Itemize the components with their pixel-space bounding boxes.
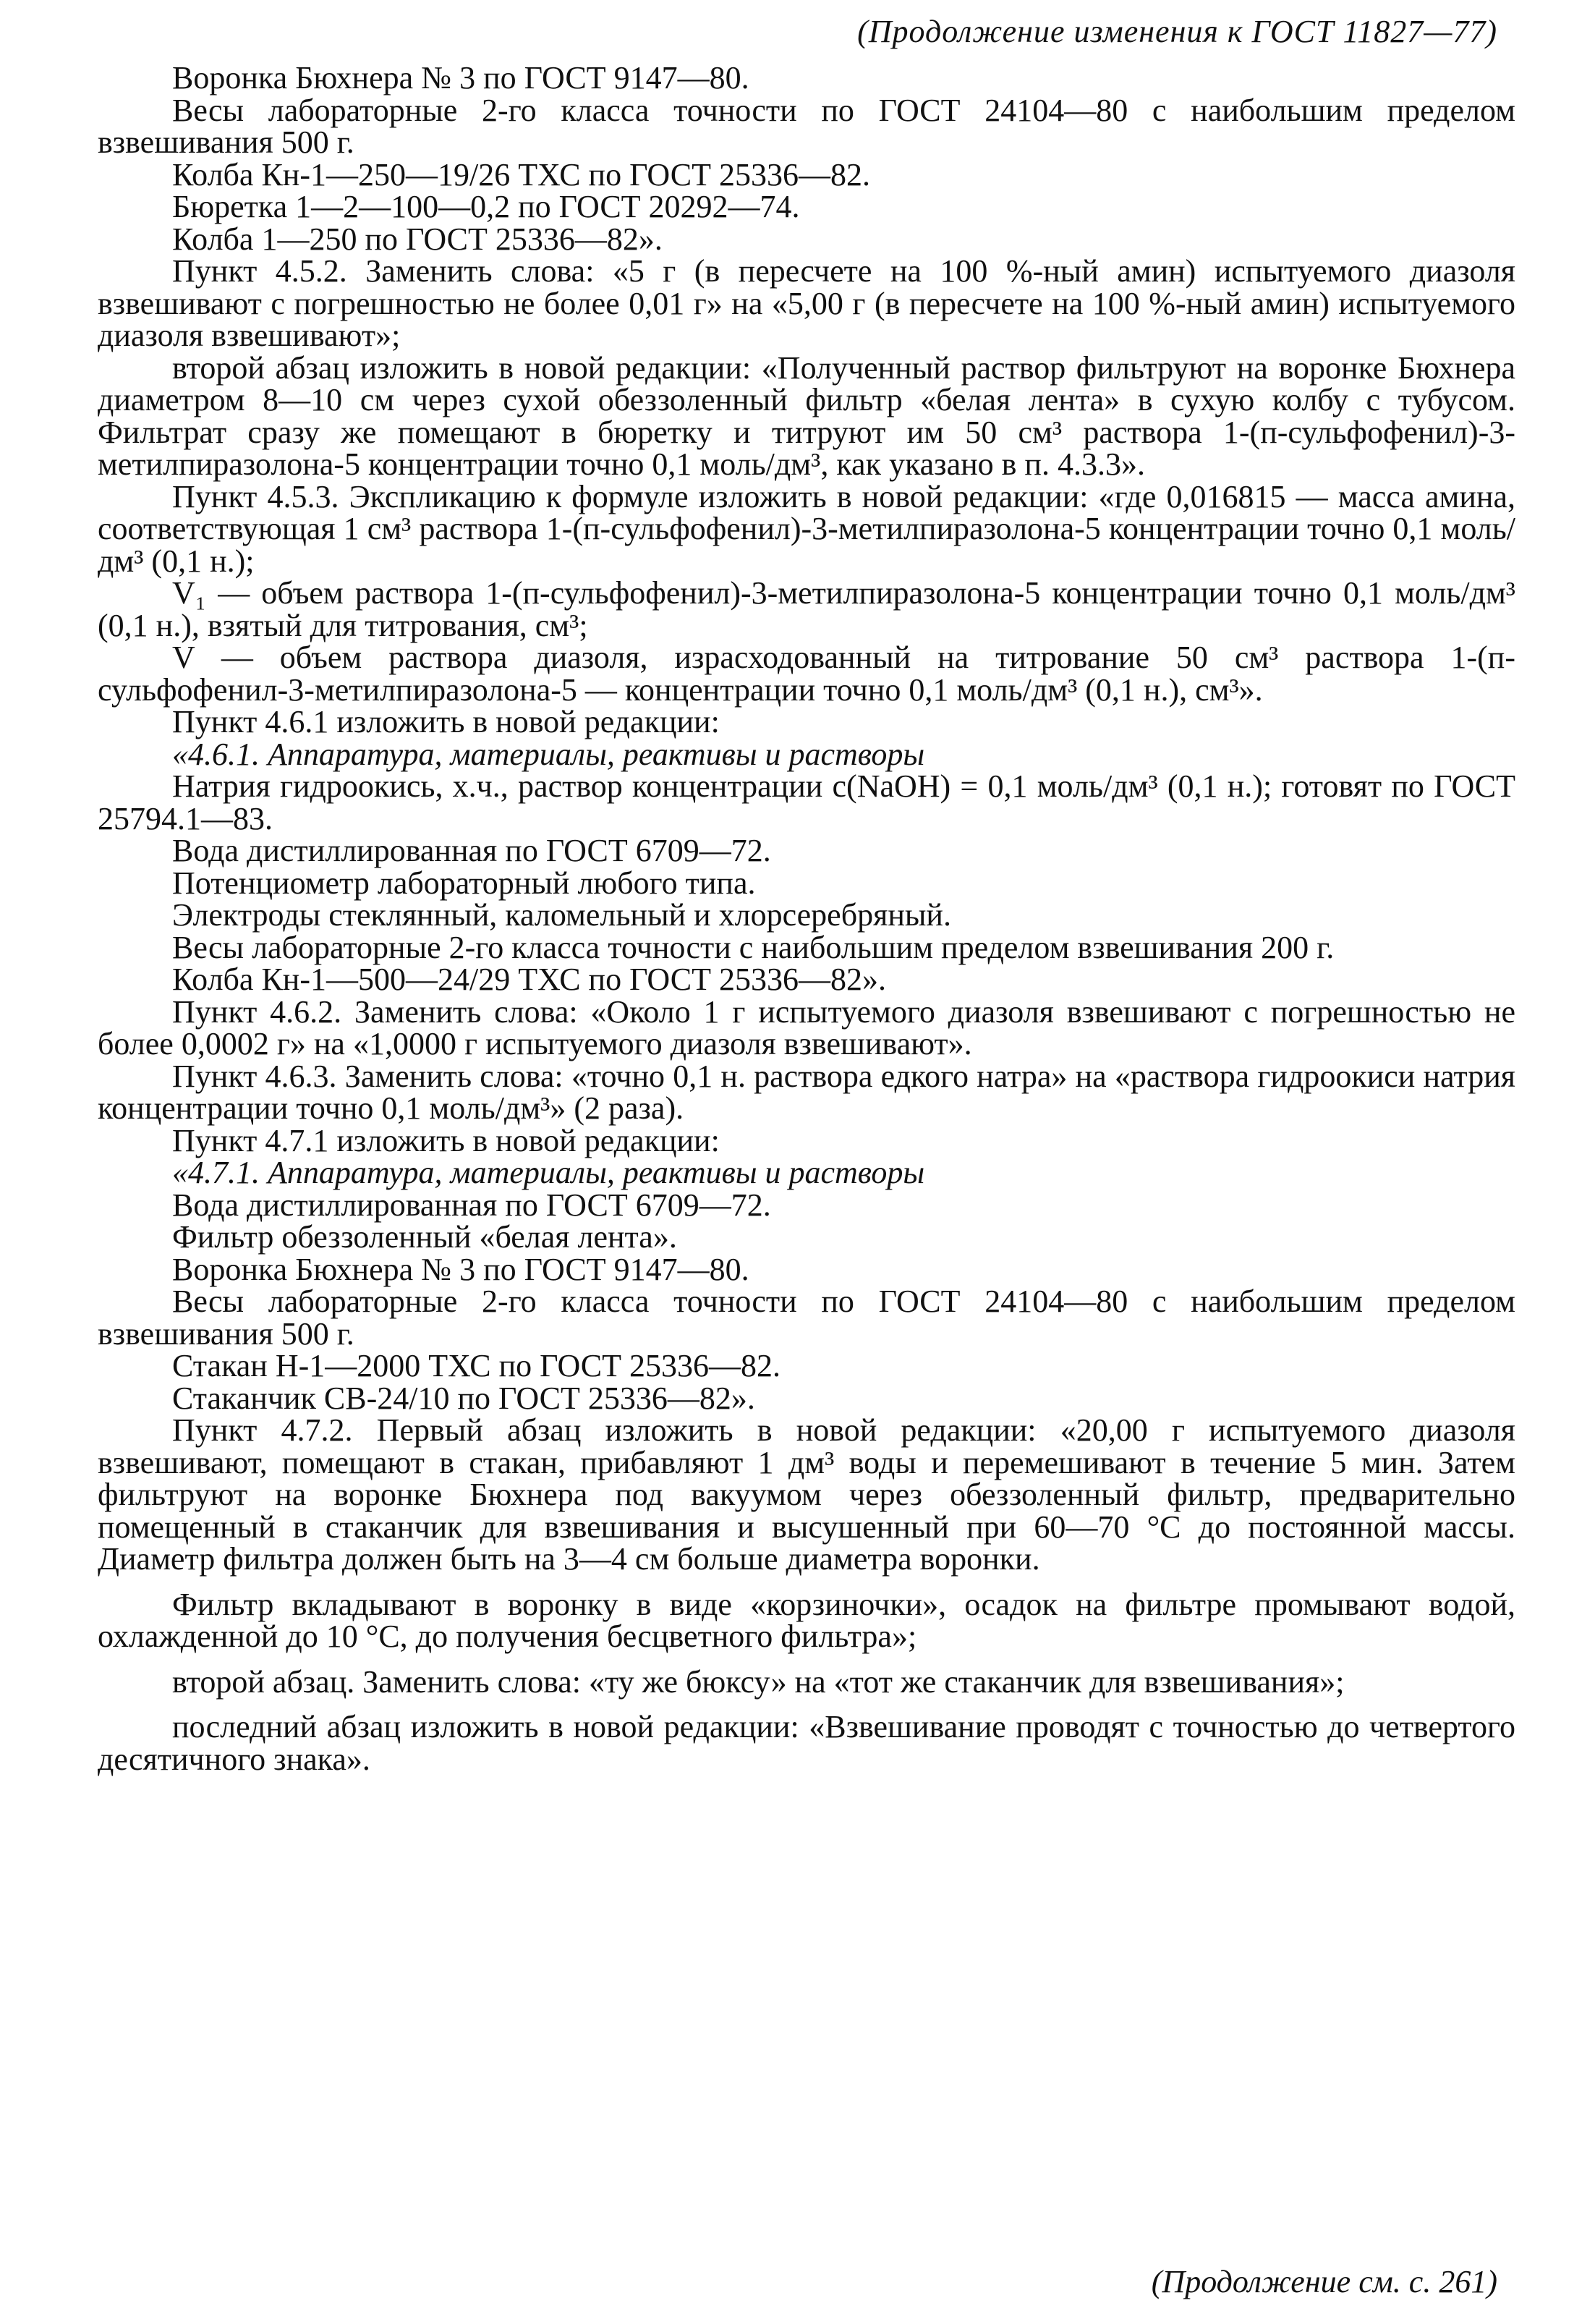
paragraph-17: Весы лабораторные 2-го класса точности с наибольшим пределом взвешивания 200 г. <box>172 929 1335 965</box>
page-footer-continuation: (Продолжение см. с. 261) <box>1151 2264 1497 2299</box>
paragraph-14: Вода дистиллированная по ГОСТ 6709—72. <box>172 833 771 868</box>
paragraph-13: Натрия гидроокись, х.ч., раствор концентрации c(NaOH) = 0,1 моль/дм³ (0,1 н.); готовят по ГОСТ 25794.1—83. <box>98 768 1515 836</box>
section-heading-4-6-1: «4.6.1. Аппаратура, материалы, реактивы и растворы <box>172 736 925 772</box>
paragraph-1: Воронка Бюхнера № 3 по ГОСТ 9147—80. <box>172 60 749 96</box>
paragraph-26: Весы лабораторные 2-го класса точности по ГОСТ 24104—80 с наибольшим пределом взвешивания 500 г. <box>98 1284 1515 1352</box>
paragraph-8: Пункт 4.5.3. Экспликацию к формуле изложить в новой редакции: «где 0,016815 — масса амина, соответствующая 1 см³ раствора 1-(п-сульфофенил)-3-метилпиразолона-5 концентрации точно 0,1 моль/дм³ (0,1 н.); <box>98 478 1515 579</box>
section-heading-4-7-1: «4.7.1. Аппаратура, материалы, реактивы и растворы <box>172 1155 925 1190</box>
paragraph-20: Пункт 4.6.3. Заменить слова: «точно 0,1 н. раствора едкого натра» на «раствора гидроокиси натрия концентрации точно 0,1 моль/дм³» (2 раза). <box>98 1058 1515 1126</box>
paragraph-30: Фильтр вкладывают в воронку в виде «корзиночки», осадок на фильтре промывают водой, охлажденной до 10 °С, до получения бесцветного фильтра»; <box>98 1586 1515 1654</box>
paragraph-6: Пункт 4.5.2. Заменить слова: «5 г (в пересчете на 100 %-ный амин) испытуемого диазоля взвешивают с погрешностью не более 0,01 г» на «5,00 г (в пересчете на 100 %-ный амин) испытуемого диазоля взвешивают»; <box>98 253 1515 353</box>
paragraph-5: Колба 1—250 по ГОСТ 25336—82». <box>172 221 663 257</box>
paragraph-10: V — объем раствора диазоля, израсходованный на титрование 50 см³ раствора 1-(п-сульфофенил-3-метилпиразолона-5 — концентрации точно 0,1 моль/дм³ (0,1 н.), см³». <box>98 640 1515 708</box>
paragraph-2: Весы лабораторные 2-го класса точности по ГОСТ 24104—80 с наибольшим пределом взвешивания 500 г. <box>98 92 1515 160</box>
paragraph-11: Пункт 4.6.1 изложить в новой редакции: <box>172 704 720 739</box>
paragraph-29: Пункт 4.7.2. Первый абзац изложить в новой редакции: «20,00 г испытуемого диазоля взвешивают, помещают в стакан, прибавляют 1 дм³ воды и перемешивают в течение 5 мин. Затем фильтруют на воронке Бюхнера под вакуумом через обеззоленный фильтр, предварительно помещенный в стаканчик для взвешивания и высушенный при 60—70 °С до постоянной массы. Диаметр фильтра должен быть на 3—4 см больше диаметра воронки. <box>98 1412 1515 1577</box>
paragraph-4: Бюретка 1—2—100—0,2 по ГОСТ 20292—74. <box>172 189 800 224</box>
paragraph-19: Пункт 4.6.2. Заменить слова: «Около 1 г испытуемого диазоля взвешивают с погрешностью не более 0,0002 г» на «1,0000 г испытуемого диазоля взвешивают». <box>98 993 1515 1061</box>
document-body <box>98 62 1515 1776</box>
paragraph-27: Стакан Н-1—2000 ТХС по ГОСТ 25336—82. <box>172 1348 781 1383</box>
paragraph-32: последний абзац изложить в новой редакции: «Взвешивание проводят с точностью до четвертого десятичного знака». <box>98 1709 1515 1777</box>
paragraph-18: Колба Кн-1—500—24/29 ТХС по ГОСТ 25336—82». <box>172 962 886 997</box>
paragraph-25: Воронка Бюхнера № 3 по ГОСТ 9147—80. <box>172 1251 749 1287</box>
paragraph-9: V₁ — объем раствора 1-(п-сульфофенил)-3-метилпиразолона-5 концентрации точно 0,1 моль/дм³ (0,1 н.), взятый для титрования, см³; <box>98 575 1515 643</box>
page-header-continuation: (Продолжение изменения к ГОСТ 11827—77) <box>857 14 1497 49</box>
paragraph-28: Стаканчик СВ-24/10 по ГОСТ 25336—82». <box>172 1380 755 1416</box>
paragraph-31: второй абзац. Заменить слова: «ту же бюксу» на «тот же стаканчик для взвешивания»; <box>172 1663 1345 1700</box>
paragraph-3: Колба Кн-1—250—19/26 ТХС по ГОСТ 25336—82. <box>172 156 870 192</box>
paragraph-24: Фильтр обеззоленный «белая лента». <box>172 1219 677 1255</box>
paragraph-15: Потенциометр лабораторный любого типа. <box>172 865 756 901</box>
paragraph-16: Электроды стеклянный, каломельный и хлорсеребряный. <box>172 897 951 933</box>
paragraph-7: второй абзац изложить в новой редакции: «Полученный раствор фильтруют на воронке Бюхнера диаметром 8—10 см через сухой обеззоленный фильтр «белая лента» в сухую колбу с тубусом. Фильтрат сразу же помещают в бюретку и титруют им 50 см³ раствора 1-(п-сульфофенил)-3-метилпиразолона-5 концентрации точно 0,1 моль/дм³, как указано в п. 4.3.3». <box>98 349 1515 482</box>
paragraph-23: Вода дистиллированная по ГОСТ 6709—72. <box>172 1187 771 1223</box>
paragraph-21: Пункт 4.7.1 изложить в новой редакции: <box>172 1122 720 1158</box>
